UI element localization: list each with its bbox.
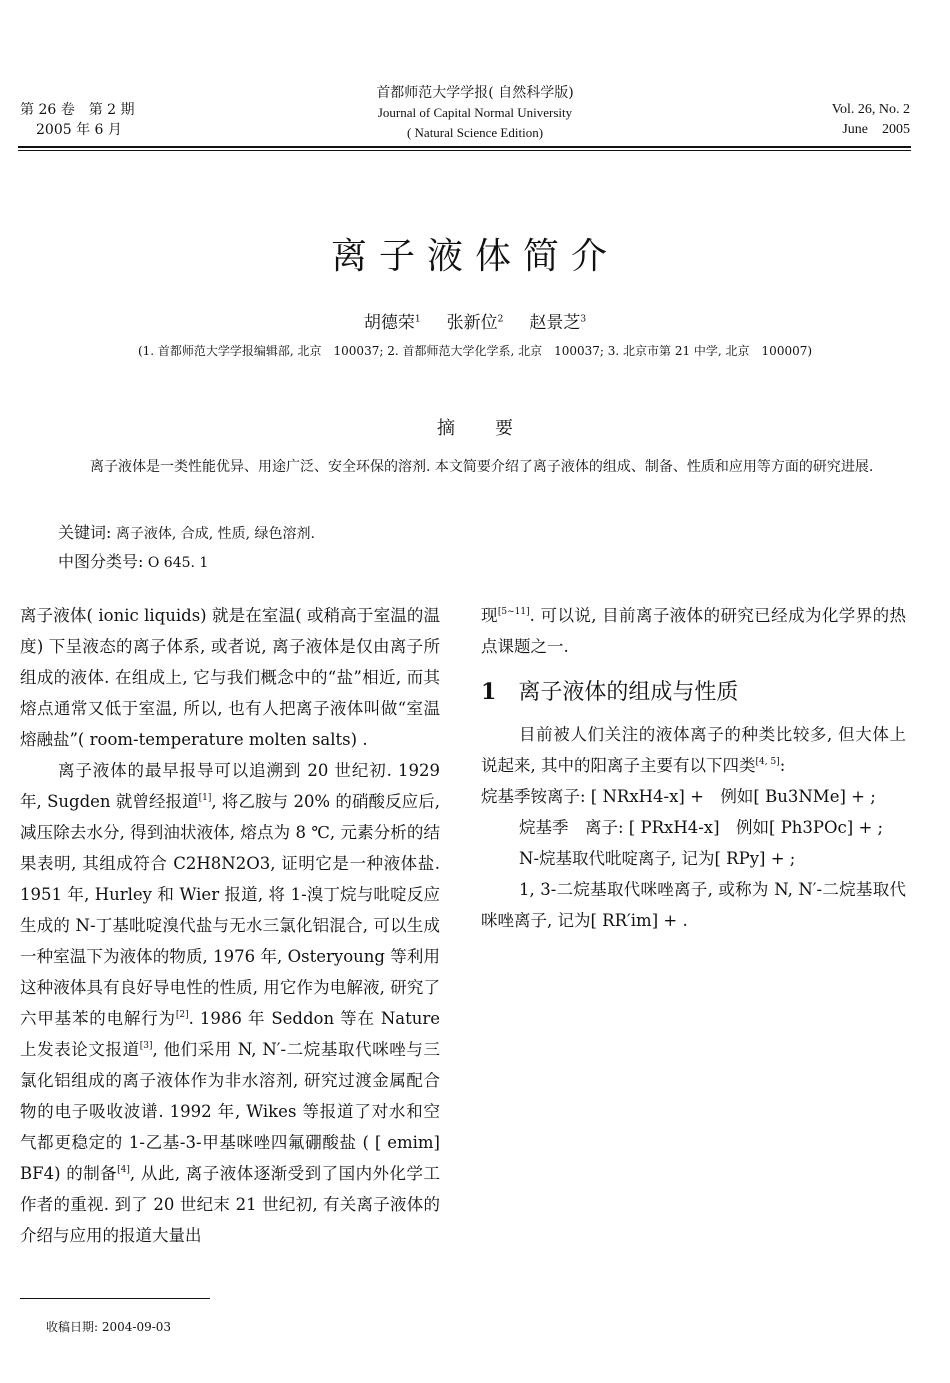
citation[interactable]: [1] — [198, 793, 212, 803]
body-text: 目前被人们关注的液体离子的种类比较多, 但大体上说起来, 其中的阳离子主要有以下四类 — [481, 725, 906, 775]
cation-type-item: 烷基季铵离子: [ NRxH4-x] + 例如[ Bu3NMe] + ; — [481, 787, 876, 806]
author-affil-mark: 2 — [497, 314, 504, 325]
volume-issue-en: Vol. 26, No. 2 — [831, 102, 910, 117]
body-text: 现 — [481, 606, 498, 625]
journal-volume-info-en — [832, 100, 910, 140]
clc-label: 中图分类号: — [58, 552, 144, 571]
body-text: , 从此, 离子液体逐渐受到了国内外化学工作者的重视. 到了 20 世纪末 21 世纪初, 有关离子液体的介绍与应用的报道大量出 — [20, 1164, 440, 1245]
journal-name-block — [0, 83, 950, 143]
citation[interactable]: [5~11] — [497, 607, 530, 617]
body-paragraph: 离子液体( ionic liquids) 就是在室温( 或稍高于室温的温度) 下呈液态的离子体系, 或者说, 离子液体是仅由离子所组成的液体. 在组成上, 它与我们概念中的“盐”相近, 而其熔点通常又低于室温, 所以, 也有人把离子液体叫做“室温熔融盐”( room-temperature molten salts) . — [20, 606, 440, 749]
abstract-text: 离子液体是一类性能优异、用途广泛、安全环保的溶剂. 本文简要介绍了离子液体的组成、制备、性质和应用等方面的研究进展. — [90, 459, 874, 475]
author-name: 赵景芝 — [529, 313, 581, 333]
keywords-label: 关键词: — [58, 523, 112, 542]
body-text: : — [779, 756, 786, 775]
section-title: 离子液体的组成与性质 — [518, 680, 739, 705]
body-paragraph — [481, 600, 906, 662]
author-affil-mark: 3 — [580, 314, 587, 325]
affiliations: (1. 首都师范大学学报编辑部, 北京 100037; 2. 首都师范大学化学系, 北京 100037; 3. 北京市第 21 中学, 北京 100007) — [137, 344, 813, 358]
body-paragraph — [481, 719, 906, 781]
body-column-right — [481, 600, 906, 936]
citation[interactable]: [4, 5] — [755, 757, 780, 767]
body-column-left — [20, 600, 440, 1251]
body-paragraph — [20, 755, 440, 1251]
journal-name-en: Journal of Capital Normal University — [377, 105, 573, 120]
body-text: 离子液体的最早报导可以追溯到 20 世纪初. 1929 年, Sugden 就曾经报道 — [20, 761, 440, 811]
citation[interactable]: [3] — [139, 1041, 153, 1051]
author-name: 胡德荣 — [363, 313, 415, 333]
body-text: . 1986 年 Seddon 等在 Nature 上发表论文报道 — [20, 1009, 441, 1059]
issue-date: 2005 年 6 月 — [36, 122, 122, 138]
cation-type-item: 1, 3-二烷基取代咪唑离子, 或称为 N, N′-二烷基取代咪唑离子, 记为[ RR′im] + . — [481, 880, 906, 930]
citation[interactable]: [2] — [175, 1010, 189, 1020]
issue-date-en: June 2005 — [842, 122, 910, 137]
keywords-text: 离子液体, 合成, 性质, 绿色溶剂. — [115, 526, 316, 542]
author-list — [0, 308, 950, 333]
volume-issue: 第 26 卷 第 2 期 — [20, 102, 135, 118]
body-text: , 将乙胺与 20% 的硝酸反应后, 减压除去水分, 得到油状液体, 熔点为 8 ℃, 元素分析的结果表明, 其组成符合 C2H8N2O3, 证明它是一种液体盐. 1951 年, Hurley 和 Wier 报道, 将 1-溴丁烷与吡啶反应生成的 N-丁基吡啶溴代盐与无水三氯化铝混合, 可以生成一种室温下为液体的物质, 1976 年, Osteryoung 等利用这种液体具有良好导电性的性质, 用它作为电解液, 研究了六甲基苯的电解行为 — [20, 792, 440, 1028]
clc-number: O 645. 1 — [147, 555, 209, 571]
journal-name-cn: 首都师范大学学报( 自然科学版) — [376, 85, 574, 101]
author-name: 张新位 — [446, 313, 498, 333]
body-text: . 可以说, 目前离子液体的研究已经成为化学界的热点课题之一. — [481, 606, 906, 656]
section-number: 1 — [481, 679, 497, 705]
citation[interactable]: [4] — [117, 1165, 130, 1175]
abstract-heading: 摘要 — [437, 418, 553, 439]
journal-edition: ( Natural Science Edition) — [406, 125, 544, 140]
cation-type-item: 烷基季 离子: [ PRxH4-x] 例如[ Ph3POc] + ; — [519, 818, 884, 837]
footnote-rule — [20, 1298, 210, 1299]
paper-title: 离子液体简介 — [330, 236, 619, 277]
author-affil-mark: 1 — [414, 314, 421, 325]
body-text: , 他们采用 N, N′-二烷基取代咪唑与三氯化铝组成的离子液体作为非水溶剂, 研究过渡金属配合物的电子吸收波谱. 1992 年, Wikes 等报道了对水和空气都更稳定的 1-乙基-3-甲基咪唑四氟硼酸盐 ( [ emim] BF4) 的制备 — [20, 1040, 441, 1183]
header-rule-thick — [18, 146, 911, 148]
received-date: 收稿日期: 2004-09-03 — [46, 1320, 172, 1334]
keywords-block — [58, 519, 315, 577]
cation-type-item: N-烷基取代吡啶离子, 记为[ RPy] + ; — [519, 849, 796, 868]
header-rule-thin — [18, 150, 911, 151]
section-heading — [481, 676, 906, 709]
